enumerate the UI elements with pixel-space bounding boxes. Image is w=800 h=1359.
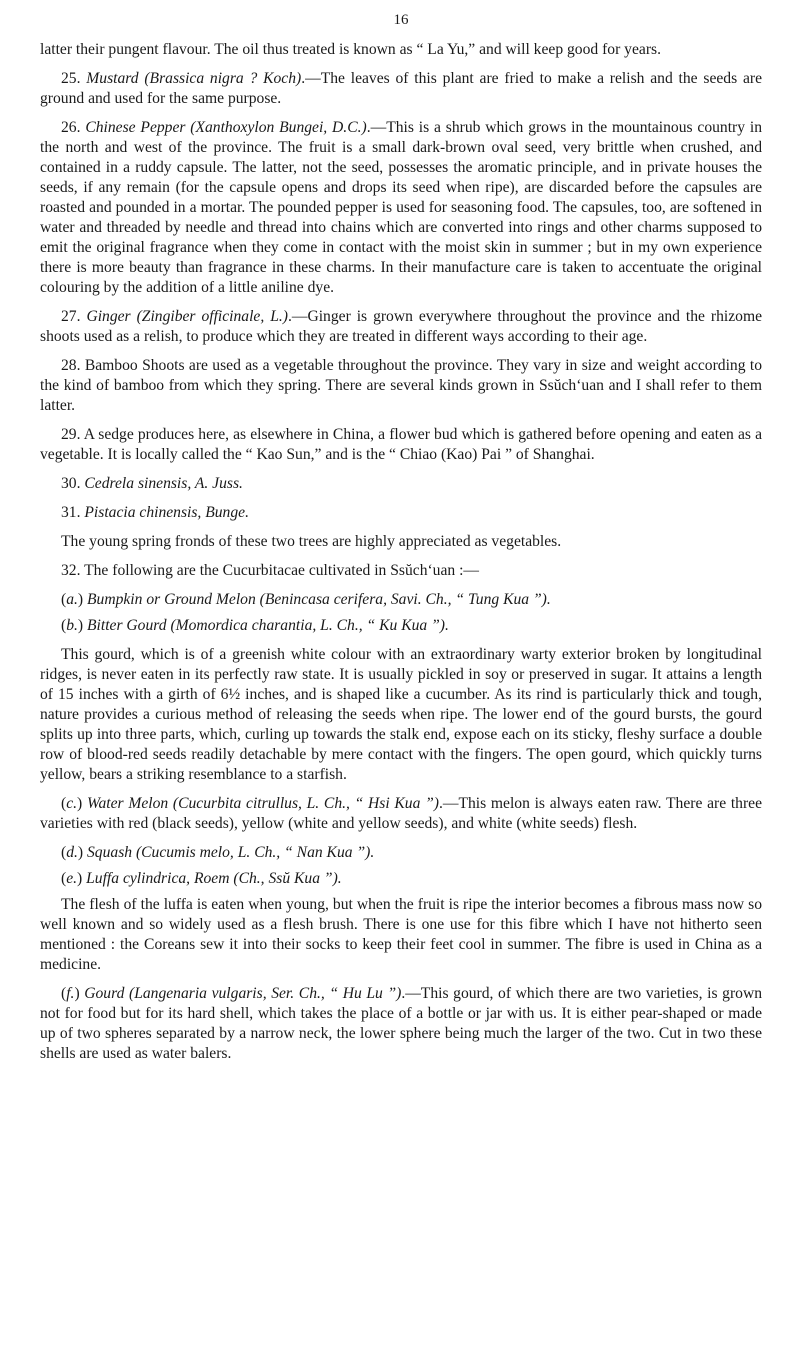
text-run: 31.: [61, 504, 85, 521]
text-run: .—This is a shrub which grows in the mountainous country in the north and west of the province. The fruit is a small dark-brown oval seed, very brittle when crushed, and contained in a ruddy capsule. The latter, not the seed, possesses the aromatic principle, and in private houses the seeds, if any remain (for the capsule opens and drops its seed when ripe), are discarded before the capsules are roasted and pounded in a mortar. The pounded pepper is used for seasoning food. The capsules, too, are softened in water and threaded by needle and thread into chains which are converted into rings and other charms supposed to emit the original fragrance when they come in contact with the moist skin in summer ; but in my own experience there is more beauty than fragrance in these charms. In their manufacture care is taken to accentuate the original colouring by the addition of a little aniline dye.: [40, 119, 763, 296]
paragraph-bitter-gourd-description: [40, 645, 762, 785]
text-run: (: [61, 591, 67, 608]
text-run: 27.: [61, 308, 87, 325]
text-run: (: [61, 985, 67, 1002]
text-run: ): [77, 617, 87, 634]
text-run: ): [74, 985, 85, 1002]
text-run: (: [61, 844, 67, 861]
italic-text-run: f.: [66, 985, 75, 1002]
italic-text-run: Gourd (Langenaria vulgaris, Ser. Ch., “ Hu Lu ”): [84, 985, 402, 1002]
text-run: 26.: [61, 119, 86, 136]
text-run: ): [77, 844, 87, 861]
text-run: 25.: [61, 70, 87, 87]
paragraph-ginger: [40, 307, 762, 347]
italic-text-run: Bumpkin or Ground Melon (Benincasa cerifera, Savi. Ch., “ Tung Kua ”).: [87, 591, 551, 608]
paragraph-spring-fronds: [40, 532, 762, 552]
text-run: The flesh of the luffa is eaten when young, but when the fruit is ripe the interior becomes a fibrous mass now so well known and so widely used as a flesh brush. There is one use for this fibre which I have not hitherto seen mentioned : the Coreans sew it into their socks to keep their feet cool in summer. The fibre is used in China as a medicine.: [40, 896, 762, 973]
text-run: latter their pungent flavour. The oil thus treated is known as “ La Yu,” and will keep good for years.: [40, 41, 661, 58]
italic-text-run: Cedrela sinensis, A. Juss.: [84, 475, 243, 492]
paragraph-sedge: [40, 425, 762, 465]
item-d-squash: [40, 843, 762, 863]
text-run: .—Ginger is grown everywhere throughout the province and the rhizome shoots used as a relish, to produce which they are treated in different ways according to their age.: [40, 308, 763, 345]
text-run: 32. The following are the Cucurbitacae cultivated in Ssŭch‘uan :—: [61, 562, 480, 579]
italic-text-run: Squash (Cucumis melo, L. Ch., “ Nan Kua ”).: [87, 844, 375, 861]
italic-text-run: Luffa cylindrica, Roem (Ch., Ssŭ Kua ”).: [86, 870, 342, 887]
text-run: 28. Bamboo Shoots are used as a vegetable throughout the province. They vary in size and weight according to the kind of bamboo from which they spring. There are several kinds grown in Ssŭch‘uan and I shall refer to them latter.: [40, 357, 762, 414]
text-run: ): [77, 795, 87, 812]
text-run: (: [61, 617, 67, 634]
text-run: .—This melon is always eaten raw. There are three varieties with red (black seeds), yellow (white and yellow seeds), and white (white seeds) flesh.: [40, 795, 763, 832]
paragraph-mustard: [40, 69, 762, 109]
italic-text-run: Ginger (Zingiber officinale, L.): [86, 308, 288, 325]
text-run: .—The leaves of this plant are fried to make a relish and the seeds are ground and used for the same purpose.: [40, 70, 762, 107]
paragraph-cedrela: [40, 474, 762, 494]
text-run: .—This gourd, of which there are two varieties, is grown not for food but for its hard shell, which takes the place of a bottle or jar with us. It is either pear-shaped or made up of two spheres separated by a narrow neck, the lower sphere being much the larger of the two. Cut in two these shells are used as water balers.: [40, 985, 762, 1062]
italic-text-run: Water Melon (Cucurbita citrullus, L. Ch., “ Hsi Kua ”): [86, 795, 439, 812]
paragraph-chinese-pepper: [40, 118, 762, 298]
italic-text-run: Bitter Gourd (Momordica charantia, L. Ch., “ Ku Kua ”).: [87, 617, 449, 634]
text-run: 29. A sedge produces here, as elsewhere in China, a flower bud which is gathered before opening and eaten as a vegetable. It is locally called the “ Kao Sun,” and is the “ Chiao (Kao) Pai ” of Shanghai.: [40, 426, 762, 463]
text-run: (: [61, 795, 67, 812]
italic-text-run: d.: [66, 844, 78, 861]
italic-text-run: e.: [66, 870, 78, 887]
italic-text-run: b.: [66, 617, 78, 634]
italic-text-run: Chinese Pepper (Xanthoxylon Bungei, D.C.): [85, 119, 367, 136]
text-run: ): [77, 591, 87, 608]
item-a-bumpkin: [40, 590, 762, 610]
paragraph-continuation: [40, 40, 762, 60]
text-run: This gourd, which is of a greenish white colour with an extraordinary warty exterior broken by longitudinal ridges, is never eaten in its perfectly raw state. It is usually pickled in soy or preserved in sugar. It attains a length of 15 inches with a girth of 6½ inches, and is shaped like a cucumber. As its rind is particularly thick and tough, nature provides a curious method of releasing the seeds when ripe. The lower end of the gourd bursts, the gourd splits up into three parts, which, curling up towards the stalk end, expose each on its sticky, fleshy surface a double row of blood-red seeds readily detachable by mere contact with the fingers. The open gourd, which quickly turns yellow, bears a striking resemblance to a starfish.: [40, 646, 762, 783]
item-c-water-melon: [40, 794, 762, 834]
italic-text-run: Mustard (Brassica nigra ? Koch): [86, 70, 302, 87]
text-run: The young spring fronds of these two trees are highly appreciated as vegetables.: [61, 533, 562, 550]
paragraph-pistacia: [40, 503, 762, 523]
item-f-gourd: [40, 984, 762, 1064]
paragraph-luffa-description: [40, 895, 762, 975]
italic-text-run: a.: [66, 591, 78, 608]
item-b-bitter-gourd: [40, 616, 762, 636]
text-run: 30.: [61, 475, 85, 492]
page-number: 16: [393, 12, 409, 28]
text-run: ): [77, 870, 87, 887]
italic-text-run: Pistacia chinensis, Bunge.: [84, 504, 249, 521]
paragraph-bamboo-shoots: [40, 356, 762, 416]
italic-text-run: c.: [66, 795, 78, 812]
text-run: (: [61, 870, 67, 887]
item-e-luffa: [40, 869, 762, 889]
paragraph-cucurbitacae: [40, 561, 762, 581]
